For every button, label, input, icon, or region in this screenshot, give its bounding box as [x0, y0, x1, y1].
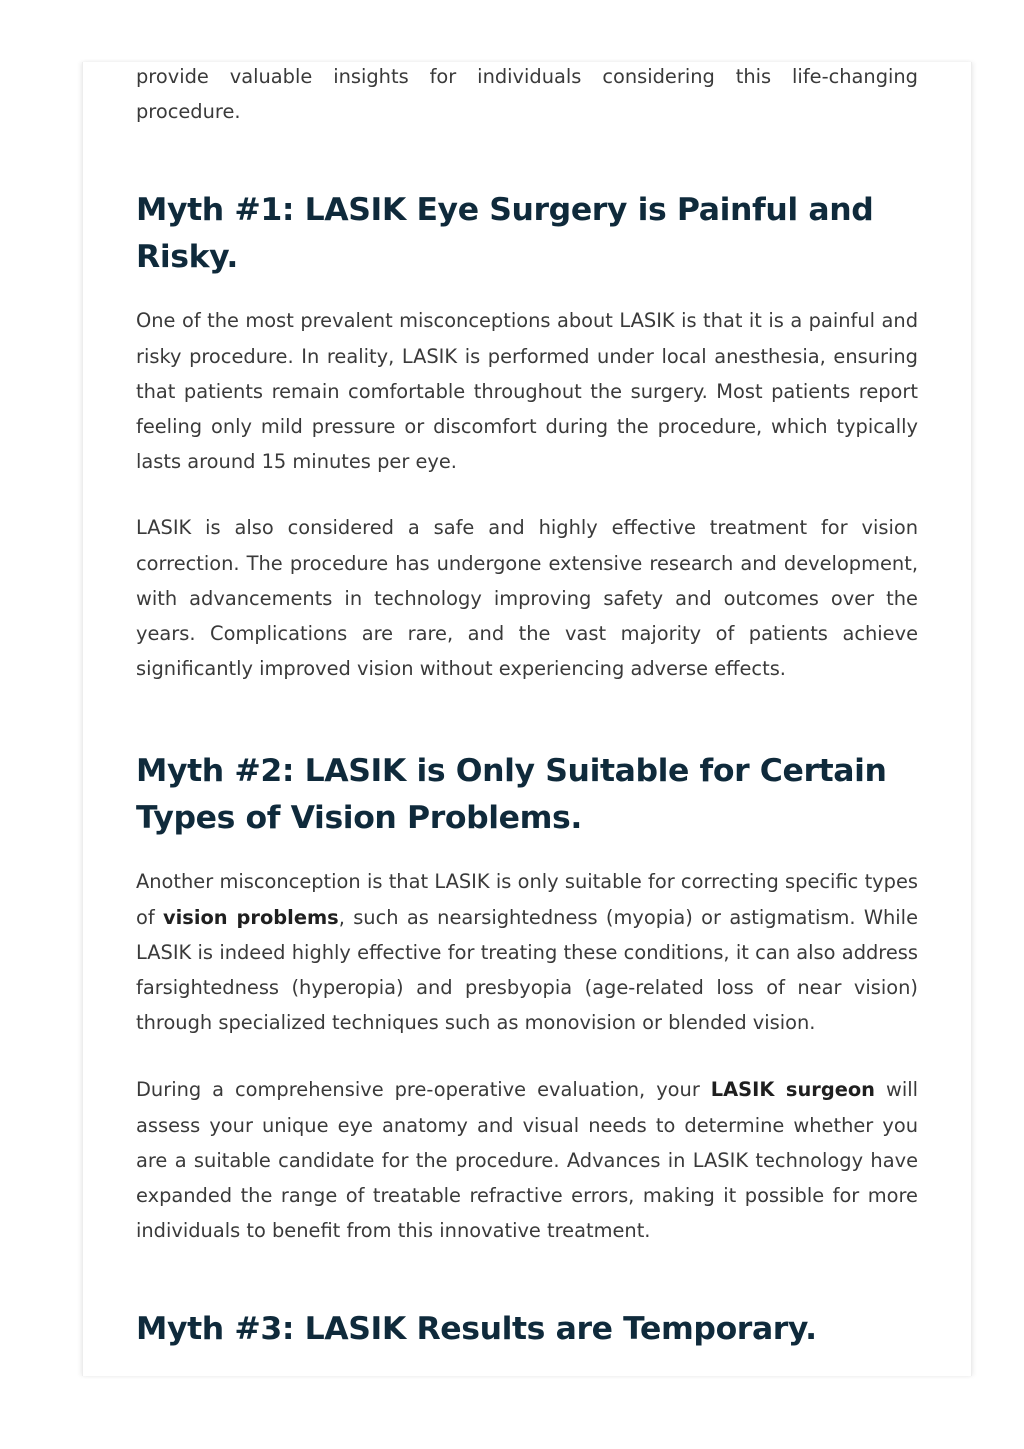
vision-problems-link[interactable]: vision problems: [163, 905, 339, 929]
myth-3-heading: Myth #3: LASIK Results are Temporary.: [136, 1311, 817, 1348]
myth-2-p1-text-after: , such as nearsightedness (myopia) or astigmatism. While LASIK is indeed highly effective for treating these conditions, it can also address farsightedness (hyperopia) and presbyopia (age-related loss of near vision) through specialized techniques such as monovision or blended vision.: [136, 905, 919, 1035]
myth-2-p2-text-after: will assess your unique eye anatomy and visual needs to determine whether you are a suitable candidate for the procedure. Advances in LASIK technology have expanded the range of treatable refractive errors, making it possible for more individuals to benefit from this innovative treatment.: [136, 1078, 918, 1243]
myth-2-p1-text-before: Another misconception is that LASIK is only suitable for correcting specific types of: [136, 870, 918, 929]
myth-2-heading: Myth #2: LASIK is Only Suitable for Certain Types of Vision Problems.: [136, 753, 887, 836]
lasik-surgeon-link[interactable]: LASIK surgeon: [710, 1078, 875, 1102]
article-content: [136, 62, 918, 1353]
myth-2-paragraph-1: [136, 864, 918, 1040]
myth-2-p2-text-before: During a comprehensive pre-operative evaluation, your: [136, 1078, 711, 1102]
myth-1-paragraph-2: LASIK is also considered a safe and highly effective treatment for vision correction. The procedure has undergone extensive research and development, with advancements in technology improving safety and outcomes over the years. Complications are rare, and the vast majority of patients achieve significantly improved vision without experiencing adverse effects.: [136, 516, 918, 681]
myth-1-paragraph-1: One of the most prevalent misconceptions about LASIK is that it is a painful and risky procedure. In reality, LASIK is performed under local anesthesia, ensuring that patients remain comfortable throughout the surgery. Most patients report feeling only mild pressure or discomfort during the procedure, which typically lasts around 15 minutes per eye.: [136, 309, 918, 474]
myth-2-paragraph-2: [136, 1072, 918, 1248]
intro-paragraph: provide valuable insights for individuals considering this life-changing procedure.: [136, 65, 918, 124]
myth-1-heading: Myth #1: LASIK Eye Surgery is Painful and Risky.: [136, 192, 874, 275]
article-card: [82, 62, 972, 1376]
